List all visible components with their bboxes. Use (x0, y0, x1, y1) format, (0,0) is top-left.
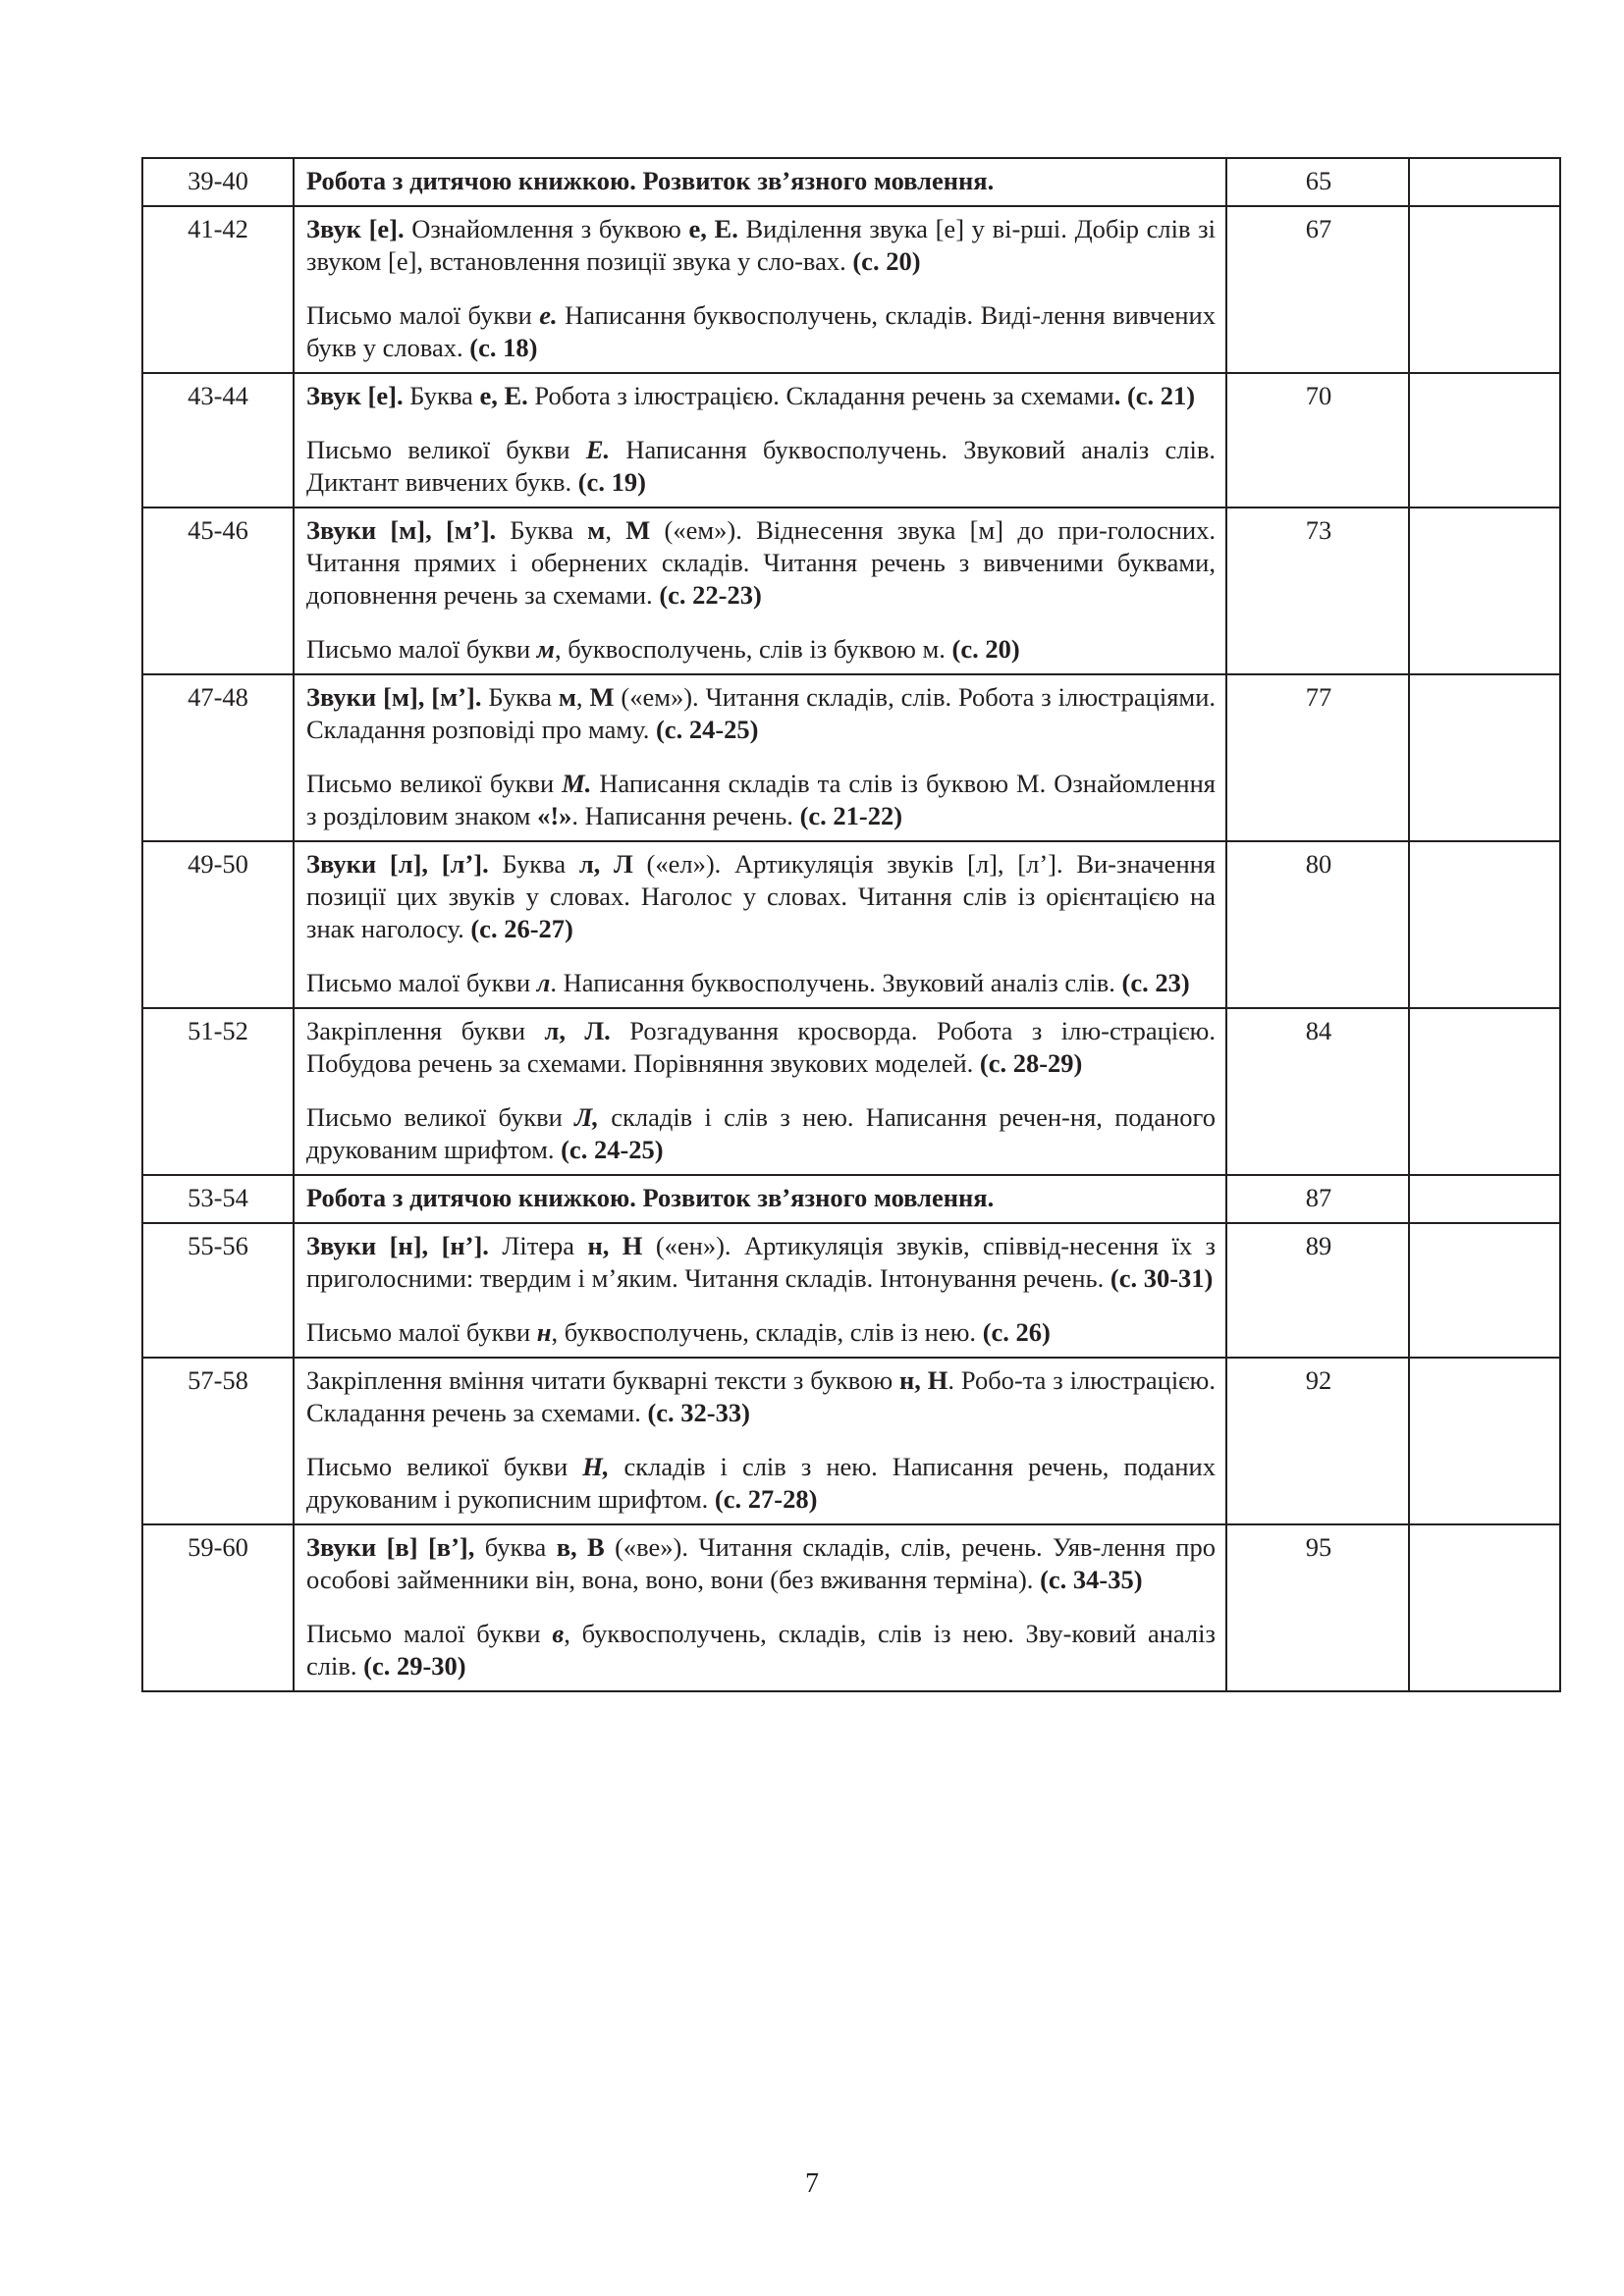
text-segment: Закріплення букви (306, 1016, 545, 1045)
notes-cell (1409, 206, 1560, 373)
text-segment: Буква (496, 515, 588, 545)
lesson-number-cell: 49-50 (142, 841, 294, 1008)
page-number: 7 (805, 2168, 819, 2199)
text-segment: Закріплення вміння читати букварні тексти з буквою (306, 1365, 900, 1395)
text-segment: М (589, 682, 615, 712)
text-segment: м (587, 515, 606, 545)
text-segment: , (605, 515, 626, 545)
notes-cell (1409, 1358, 1560, 1524)
text-segment: н, Н (587, 1231, 643, 1260)
text-segment: Робота з ілюстрацією. Складання речень за схемами (527, 381, 1114, 410)
text-segment: н (536, 1317, 552, 1347)
text-segment: складів і слів з нею. Написання речен-ня, поданого друкованим шрифтом. (306, 1102, 1216, 1164)
topic-paragraph (306, 299, 1216, 364)
page-ref-cell: 65 (1226, 158, 1409, 206)
notes-cell (1409, 507, 1560, 674)
lesson-topic-cell (294, 206, 1226, 373)
lesson-topic-cell (294, 158, 1226, 206)
topic-paragraph (306, 1451, 1216, 1516)
topic-paragraph (306, 681, 1216, 746)
text-segment: («ел»). Артикуляція звуків [л], [л’]. Ви-значення позиції цих звуків у словах. Наголос у словах. Читання слів із орієнтацією на знак наголосу. (306, 849, 1216, 943)
text-segment: Робота з дитячою книжкою. Розвиток зв’язного мовлення. (306, 1183, 995, 1212)
table-row (142, 841, 1560, 1008)
lesson-number-cell: 51-52 (142, 1008, 294, 1175)
topic-paragraph (306, 848, 1216, 945)
topic-paragraph (306, 768, 1216, 832)
lesson-number-cell: 43-44 (142, 373, 294, 507)
text-segment: («ве»). Читання складів, слів, речень. Уяв-лення про особові займенники він, вона, воно, вони (без вживання терміна). (306, 1532, 1216, 1594)
text-segment: Письмо малої букви (306, 968, 537, 997)
table-row (142, 373, 1560, 507)
text-segment: М (625, 515, 651, 545)
text-segment: Літера (488, 1231, 588, 1260)
text-segment: л (536, 968, 551, 997)
text-segment: Виділення звука [е] у ві-рші. Добір слів зі звуком [е], встановлення позиції звука у сло-вах. (306, 214, 1217, 276)
topic-paragraph (306, 633, 1216, 666)
lesson-number-cell: 57-58 (142, 1358, 294, 1524)
text-segment: м (558, 682, 576, 712)
page-ref-cell: 80 (1226, 841, 1409, 1008)
lesson-topic-cell (294, 1223, 1226, 1358)
topic-paragraph (306, 967, 1216, 999)
text-segment: Письмо малої букви (306, 634, 537, 664)
notes-cell (1409, 1008, 1560, 1175)
text-segment: («ем»). Віднесення звука [м] до при-голосних. Читання прямих і обернених складів. Читання речень з вивченими буквами, доповнення речень за схемами. (306, 515, 1217, 610)
text-segment: Звуки [л], [л’]. (306, 849, 489, 879)
notes-cell (1409, 1223, 1560, 1358)
text-segment: (с. 26-27) (470, 914, 573, 943)
text-segment: (с. 26) (982, 1317, 1051, 1347)
text-segment: Розгадування кросворда. Робота з ілю-страцією. Побудова речень за схемами. Порівняння звукових моделей. (306, 1016, 1216, 1078)
notes-cell (1409, 1175, 1560, 1223)
page-ref-cell: 95 (1226, 1524, 1409, 1691)
text-segment: Звук [е]. (306, 381, 404, 410)
topic-paragraph (306, 165, 1216, 197)
lesson-plan-table (141, 157, 1561, 1692)
page-ref-cell: 70 (1226, 373, 1409, 507)
text-segment: Письмо великої букви (306, 769, 563, 798)
lesson-topic-cell (294, 841, 1226, 1008)
text-segment: в, В (556, 1532, 605, 1562)
text-segment: Н, (582, 1452, 610, 1481)
text-segment: Звуки [м], [м’]. (306, 682, 482, 712)
notes-cell (1409, 1524, 1560, 1691)
text-segment: л, Л (578, 849, 633, 879)
text-segment: Л, (574, 1102, 599, 1132)
text-segment: Звуки [н], [н’]. (306, 1231, 489, 1260)
text-segment: Звуки [м], [м’]. (306, 515, 497, 545)
text-segment: (с. 22-23) (659, 580, 762, 610)
lesson-topic-cell (294, 1175, 1226, 1223)
lesson-topic-cell (294, 1358, 1226, 1524)
topic-paragraph (306, 1101, 1216, 1166)
lesson-topic-cell (294, 1524, 1226, 1691)
text-segment: , буквосполучень, складів, слів із нею. (551, 1317, 983, 1347)
text-segment: Звуки [в] [в’], (306, 1532, 475, 1562)
text-segment: Ознайомлення з буквою (404, 214, 689, 243)
table-row (142, 1175, 1560, 1223)
text-segment: м (536, 634, 555, 664)
text-segment: е, Е. (688, 214, 738, 243)
page-ref-cell: 77 (1226, 674, 1409, 841)
text-segment: (с. 29-30) (363, 1651, 466, 1681)
text-segment: (с. 27-28) (714, 1484, 818, 1514)
table-row (142, 1358, 1560, 1524)
text-segment: буква (474, 1532, 557, 1562)
text-segment: Письмо малої букви (306, 1619, 553, 1648)
text-segment: Буква (488, 849, 579, 879)
topic-paragraph (306, 434, 1216, 499)
lesson-number-cell: 47-48 (142, 674, 294, 841)
page-ref-cell: 92 (1226, 1358, 1409, 1524)
text-segment: (с. 19) (577, 467, 646, 497)
text-segment: Звук [е]. (306, 214, 405, 243)
lesson-number-cell: 41-42 (142, 206, 294, 373)
text-segment: Письмо малої букви (306, 300, 540, 330)
table-row (142, 674, 1560, 841)
text-segment: , (575, 682, 590, 712)
topic-paragraph (306, 514, 1216, 612)
text-segment: Е. (585, 435, 611, 464)
topic-paragraph (306, 1618, 1216, 1682)
page-ref-cell: 87 (1226, 1175, 1409, 1223)
lesson-number-cell: 55-56 (142, 1223, 294, 1358)
table-row (142, 1223, 1560, 1358)
text-segment: («ем»). Читання складів, слів. Робота з ілюстраціями. Складання розповіді про маму. (306, 682, 1216, 744)
text-segment: М. (562, 769, 592, 798)
table-row (142, 1008, 1560, 1175)
lesson-topic-cell (294, 674, 1226, 841)
lesson-number-cell: 45-46 (142, 507, 294, 674)
text-segment: Буква (403, 381, 480, 410)
text-segment: (с. 20) (951, 634, 1020, 664)
table-row (142, 158, 1560, 206)
lesson-number-cell: 53-54 (142, 1175, 294, 1223)
text-segment: (с. 24-25) (561, 1135, 664, 1164)
lesson-topic-cell (294, 507, 1226, 674)
topic-paragraph (306, 1230, 1216, 1295)
text-segment: складів і слів з нею. Написання речень, поданих друкованим і рукописним шрифтом. (306, 1452, 1216, 1514)
table-row (142, 1524, 1560, 1691)
text-segment: Письмо великої букви (306, 435, 586, 464)
page-ref-cell: 67 (1226, 206, 1409, 373)
lesson-topic-cell (294, 1008, 1226, 1175)
notes-cell (1409, 674, 1560, 841)
notes-cell (1409, 373, 1560, 507)
text-segment: . (с. 21) (1113, 381, 1196, 410)
text-segment: (с. 32-33) (647, 1398, 750, 1427)
table-row (142, 206, 1560, 373)
text-segment: в (552, 1619, 565, 1648)
text-segment: (с. 18) (469, 333, 538, 362)
lesson-number-cell: 59-60 (142, 1524, 294, 1691)
text-segment: Письмо великої букви (306, 1452, 583, 1481)
text-segment: «!» (537, 801, 572, 830)
text-segment: Робота з дитячою книжкою. Розвиток зв’язного мовлення. (306, 166, 995, 195)
text-segment: , буквосполучень, слів із буквою м. (554, 634, 952, 664)
topic-paragraph (306, 213, 1216, 278)
text-segment: («ен»). Артикуляція звуків, співвід-несення їх з приголосними: твердим і м’яким. Читання складів. Інтонування речень. (306, 1231, 1216, 1293)
text-segment: (с. 30-31) (1110, 1263, 1214, 1293)
text-segment: Буква (481, 682, 559, 712)
text-segment: (с. 23) (1121, 968, 1190, 997)
topic-paragraph (306, 1182, 1216, 1214)
text-segment: Письмо великої букви (306, 1102, 575, 1132)
notes-cell (1409, 158, 1560, 206)
page-ref-cell: 73 (1226, 507, 1409, 674)
notes-cell (1409, 841, 1560, 1008)
table-body (142, 158, 1560, 1691)
topic-paragraph (306, 1531, 1216, 1596)
text-segment: л, Л. (544, 1016, 611, 1045)
text-segment: Письмо малої букви (306, 1317, 537, 1347)
lesson-topic-cell (294, 373, 1226, 507)
table-row (142, 507, 1560, 674)
text-segment: . Написання речень. (571, 801, 800, 830)
page-ref-cell: 84 (1226, 1008, 1409, 1175)
text-segment: . Написання буквосполучень. Звуковий аналіз слів. (550, 968, 1122, 997)
text-segment: (с. 24-25) (655, 715, 759, 744)
page-ref-cell: 89 (1226, 1223, 1409, 1358)
topic-paragraph (306, 1316, 1216, 1349)
lesson-number-cell: 39-40 (142, 158, 294, 206)
text-segment: (с. 21-22) (799, 801, 903, 830)
text-segment: е. (539, 300, 558, 330)
text-segment: (с. 20) (852, 246, 921, 276)
text-segment: (с. 34-35) (1040, 1565, 1143, 1594)
topic-paragraph (306, 380, 1216, 412)
text-segment: (с. 28-29) (979, 1048, 1083, 1078)
text-segment: Написання буквосполучень. Звуковий аналіз слів. Диктант вивчених букв. (306, 435, 1216, 497)
text-segment: Написання складів та слів із буквою М. Ознайомлення з розділовим знаком (306, 769, 1216, 830)
text-segment: . Робо-та з ілюстрацією. Складання речень за схемами. (306, 1365, 1216, 1427)
topic-paragraph (306, 1015, 1216, 1080)
text-segment: Написання буквосполучень, складів. Виді-лення вивчених букв у словах. (306, 300, 1216, 362)
text-segment: , буквосполучень, складів, слів із нею. Зву-ковий аналіз слів. (306, 1619, 1216, 1681)
text-segment: е, Е. (479, 381, 528, 410)
text-segment: н, Н (899, 1365, 948, 1395)
topic-paragraph (306, 1364, 1216, 1429)
